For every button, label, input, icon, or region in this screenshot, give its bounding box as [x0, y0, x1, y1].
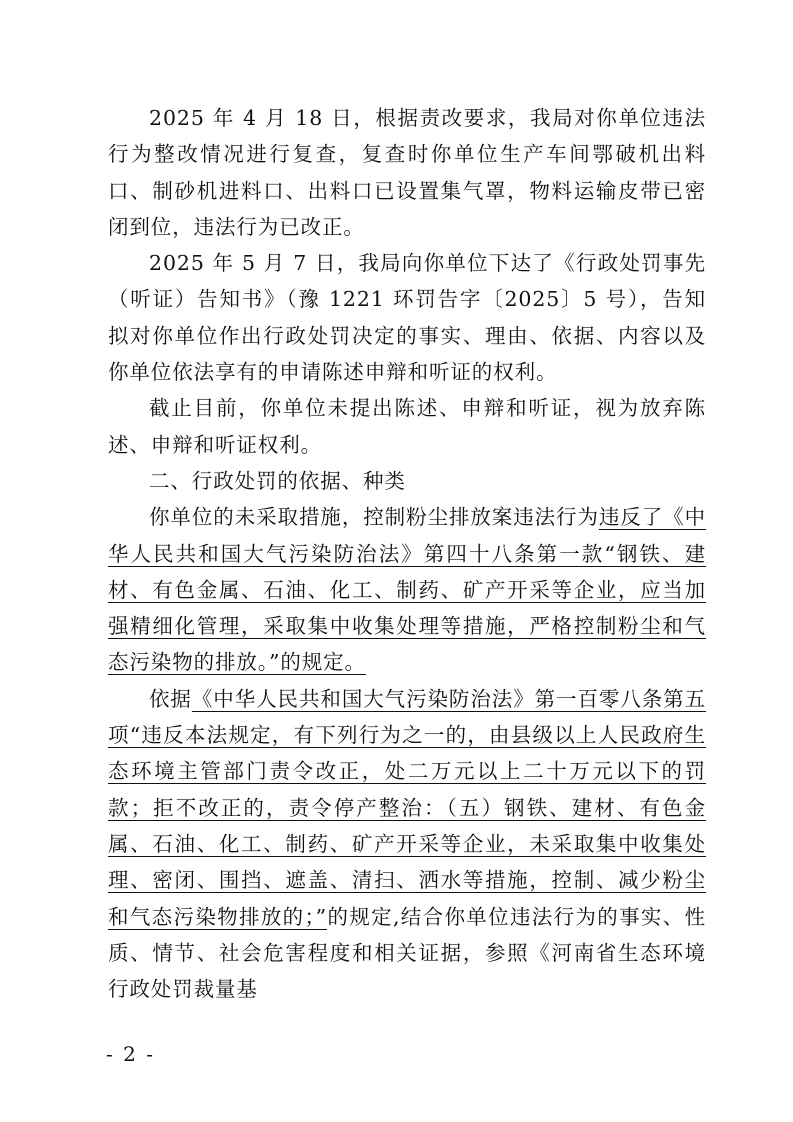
- paragraph-no-statement: [108, 390, 706, 463]
- document-body: [108, 100, 706, 1007]
- paragraph-reinspection: [108, 100, 706, 245]
- paragraph-text: 2025 年 5 月 7 日，我局向你单位下达了《行政处罚事先（听证）告知书》（豫 1221 环罚告字〔2025〕5 号），告知拟对你单位作出行政处罚决定的事实、理由、依据、内容以及你单位依法享有的申请陈述申辩和听证的权利。: [108, 251, 706, 385]
- paragraph-text: 截止目前，你单位未提出陈述、申辩和听证，视为放弃陈述、申辩和听证权利。: [108, 396, 706, 457]
- paragraph-hearing-notice: [108, 245, 706, 390]
- underlined-legal-citation: 《中华人民共和国大气污染防治法》第一百零八条第五项“违反本法规定，有下列行为之一的，由县级以上人民政府生态环境主管部门责令改正，处二万元以上二十万元以下的罚款；拒不改正的，责令停产整治：（五）钢铁、建材、有色金属、石油、化工、制药、矿产开采等企业，未采取集中收集处理、密闭、围挡、遮盖、清扫、洒水等措施，控制、减少粉尘和气态污染物排放的；”: [108, 686, 706, 929]
- paragraph-violation: [108, 499, 706, 680]
- paragraph-text: 依据: [149, 686, 192, 711]
- page-number: - 2 -: [106, 1042, 155, 1066]
- paragraph-text: 的规定,结合你单位违法行为的事实、性质、情节、社会危害程度和相关证据，参照《河南省生态环境行政处罚裁量基: [108, 904, 706, 1002]
- paragraph-text: 你单位的未采取措施，控制粉尘排放案违法行为: [149, 505, 599, 530]
- section-heading-text: 二、行政处罚的依据、种类: [149, 468, 406, 493]
- paragraph-text: 2025 年 4 月 18 日，根据责改要求，我局对你单位违法行为整改情况进行复查，复查时你单位生产车间鄂破机出料口、制砂机进料口、出料口已设置集气罩，物料运输皮带已密闭到位，违法行为已改正。: [108, 106, 706, 239]
- section-heading-basis-and-type: [108, 463, 706, 499]
- underlined-legal-citation: 违反了《中华人民共和国大气污染防治法》第四十八条第一款“钢铁、建材、有色金属、石油、化工、制药、矿产开采等企业，应当加强精细化管理，采取集中收集处理等措施，严格控制粉尘和气态污染物的排放。”的规定。: [108, 505, 707, 675]
- paragraph-penalty-basis: [108, 681, 706, 1008]
